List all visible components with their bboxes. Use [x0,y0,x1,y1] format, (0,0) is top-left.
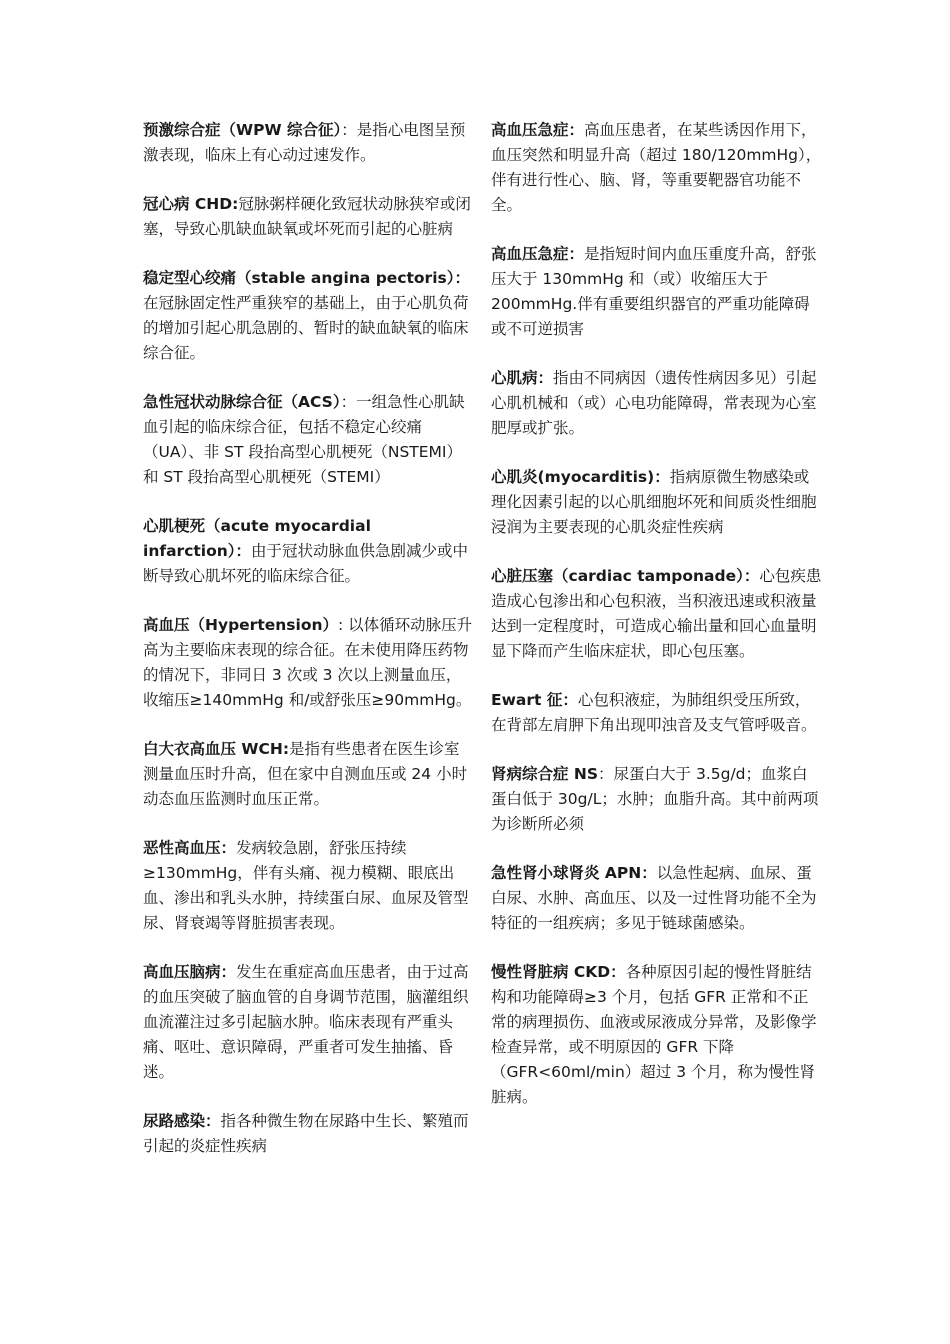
term: 稳定型心绞痛（stable angina pectoris）： [143,269,470,287]
definition: 由于冠状动脉血供急剧减少或中断导致心肌坏死的临床综合征。 [143,542,469,585]
term: 心脏压塞（cardiac tamponade）： [491,567,760,585]
definition-entry [491,564,823,664]
definition: 指病原微生物感染或理化因素引起的以心肌细胞坏死和间质炎性细胞浸润为主要表现的心肌炎症性疾病 [491,468,817,536]
definition: 是指短时间内血压重度升高，舒张压大于 130mmHg 和（或）收缩压大于 200mmHg.伴有重要组织器官的严重功能障碍或不可逆损害 [491,245,817,338]
definition: 心包疾患造成心包渗出和心包积液，当积液迅速或积液量达到一定程度时，可造成心输出量和回心血量明显下降而产生临床症状，即心包压塞。 [491,567,822,660]
term: 冠心病 CHD: [143,195,239,213]
definition: 高血压患者，在某些诱因作用下，血压突然和明显升高（超过 180/120mmHg），伴有进行性心、脑、肾，等重要靶器官功能不全。 [491,121,822,214]
right-column [491,118,823,1134]
definition-entry [143,613,473,713]
definition: ：是指心电图呈预激表现，临床上有心动过速发作。 [143,121,466,164]
term: 高血压急症： [491,121,585,139]
definition-entry [143,390,473,490]
definition-entry [143,118,473,168]
definition: 各种原因引起的慢性肾脏结构和功能障碍≥3 个月，包括 GFR 正常和不正常的病理损伤、血液或尿液成分异常，及影像学检查异常，或不明原因的 GFR 下降（GFR<60ml/min）超过 3 个月，称为慢性肾脏病。 [491,963,817,1106]
term: 心肌梗死（acute myocardial infarction）： [143,517,371,560]
definition-entry [491,960,823,1110]
term: 肾病综合症 NS [491,765,599,783]
term: 高血压脑病： [143,963,237,981]
definition: 以急性起病、血尿、蛋白尿、水肿、高血压、以及一过性肾功能不全为特征的一组疾病；多见于链球菌感染。 [491,864,817,932]
definition: 冠脉粥样硬化致冠状动脉狭窄或闭塞，导致心肌缺血缺氧或坏死而引起的心脏病 [143,195,471,238]
left-column [143,118,473,1183]
definition: 心包积液症，为肺组织受压所致，在背部左肩胛下角出现叩浊音及支气管呼吸音。 [491,691,817,734]
definition: : 以体循环动脉压升高为主要临床表现的综合征。在未使用降压药物的情况下，非同日 3 次或 3 次以上测量血压，收缩压≥140mmHg 和/或舒张压≥90mmHg。 [143,616,473,709]
term: 急性冠状动脉综合征（ACS） [143,393,341,411]
term: 急性肾小球肾炎 APN： [491,864,657,882]
definition: 是指有些患者在医生诊室测量血压时升高，但在家中自测血压或 24 小时动态血压监测时血压正常。 [143,740,468,808]
term: 心肌病： [491,369,554,387]
definition-entry [491,688,823,738]
definition-entry [491,861,823,936]
definition: 发生在重症高血压患者，由于过高的血压突破了脑血管的自身调节范围，脑灌组织血流灌注过多引起脑水肿。临床表现有严重头痛、呕吐、意识障碍，严重者可发生抽搐、昏迷。 [143,963,469,1081]
definition-entry [491,465,823,540]
term: 慢性肾脏病 CKD： [491,963,626,981]
definition: 指各种微生物在尿路中生长、繁殖而引起的炎症性疾病 [143,1112,469,1155]
term: 尿路感染： [143,1112,221,1130]
term: 白大衣高血压 WCH: [143,740,290,758]
definition: ：尿蛋白大于 3.5g/d；血浆白蛋白低于 30g/L；水肿；血脂升高。其中前两项为诊断所必须 [491,765,819,833]
term: 心肌炎(myocarditis)： [491,468,670,486]
definition-entry [491,762,823,837]
definition-entry [491,242,823,342]
definition-entry [143,266,473,366]
definition-entry [143,836,473,936]
definition-entry [143,514,473,589]
definition-entry [143,192,473,242]
term: 预激综合症（WPW 综合征） [143,121,342,139]
term: 恶性高血压： [143,839,237,857]
definition: 在冠脉固定性严重狭窄的基础上，由于心肌负荷的增加引起心肌急剧的、暂时的缺血缺氧的临床综合征。 [143,294,469,362]
term: 高血压急症： [491,245,585,263]
term: Ewart 征： [491,691,578,709]
definition-entry [143,1109,473,1159]
definition: ：一组急性心肌缺血引起的临床综合征，包括不稳定心绞痛（UA）、非 ST 段抬高型心肌梗死（NSTEMI）和 ST 段抬高型心肌梗死（STEMI） [143,393,465,486]
definition-entry [143,960,473,1085]
definition-entry [143,737,473,812]
definition: 指由不同病因（遗传性病因多见）引起心肌机械和（或）心电功能障碍，常表现为心室肥厚或扩张。 [491,369,817,437]
definition: 发病较急剧，舒张压持续≥130mmHg，伴有头痛、视力模糊、眼底出血、渗出和乳头水肿，持续蛋白尿、血尿及管型尿、肾衰竭等肾脏损害表现。 [143,839,469,932]
definition-entry [491,366,823,441]
term: 高血压（Hypertension） [143,616,339,634]
definition-entry [491,118,823,218]
